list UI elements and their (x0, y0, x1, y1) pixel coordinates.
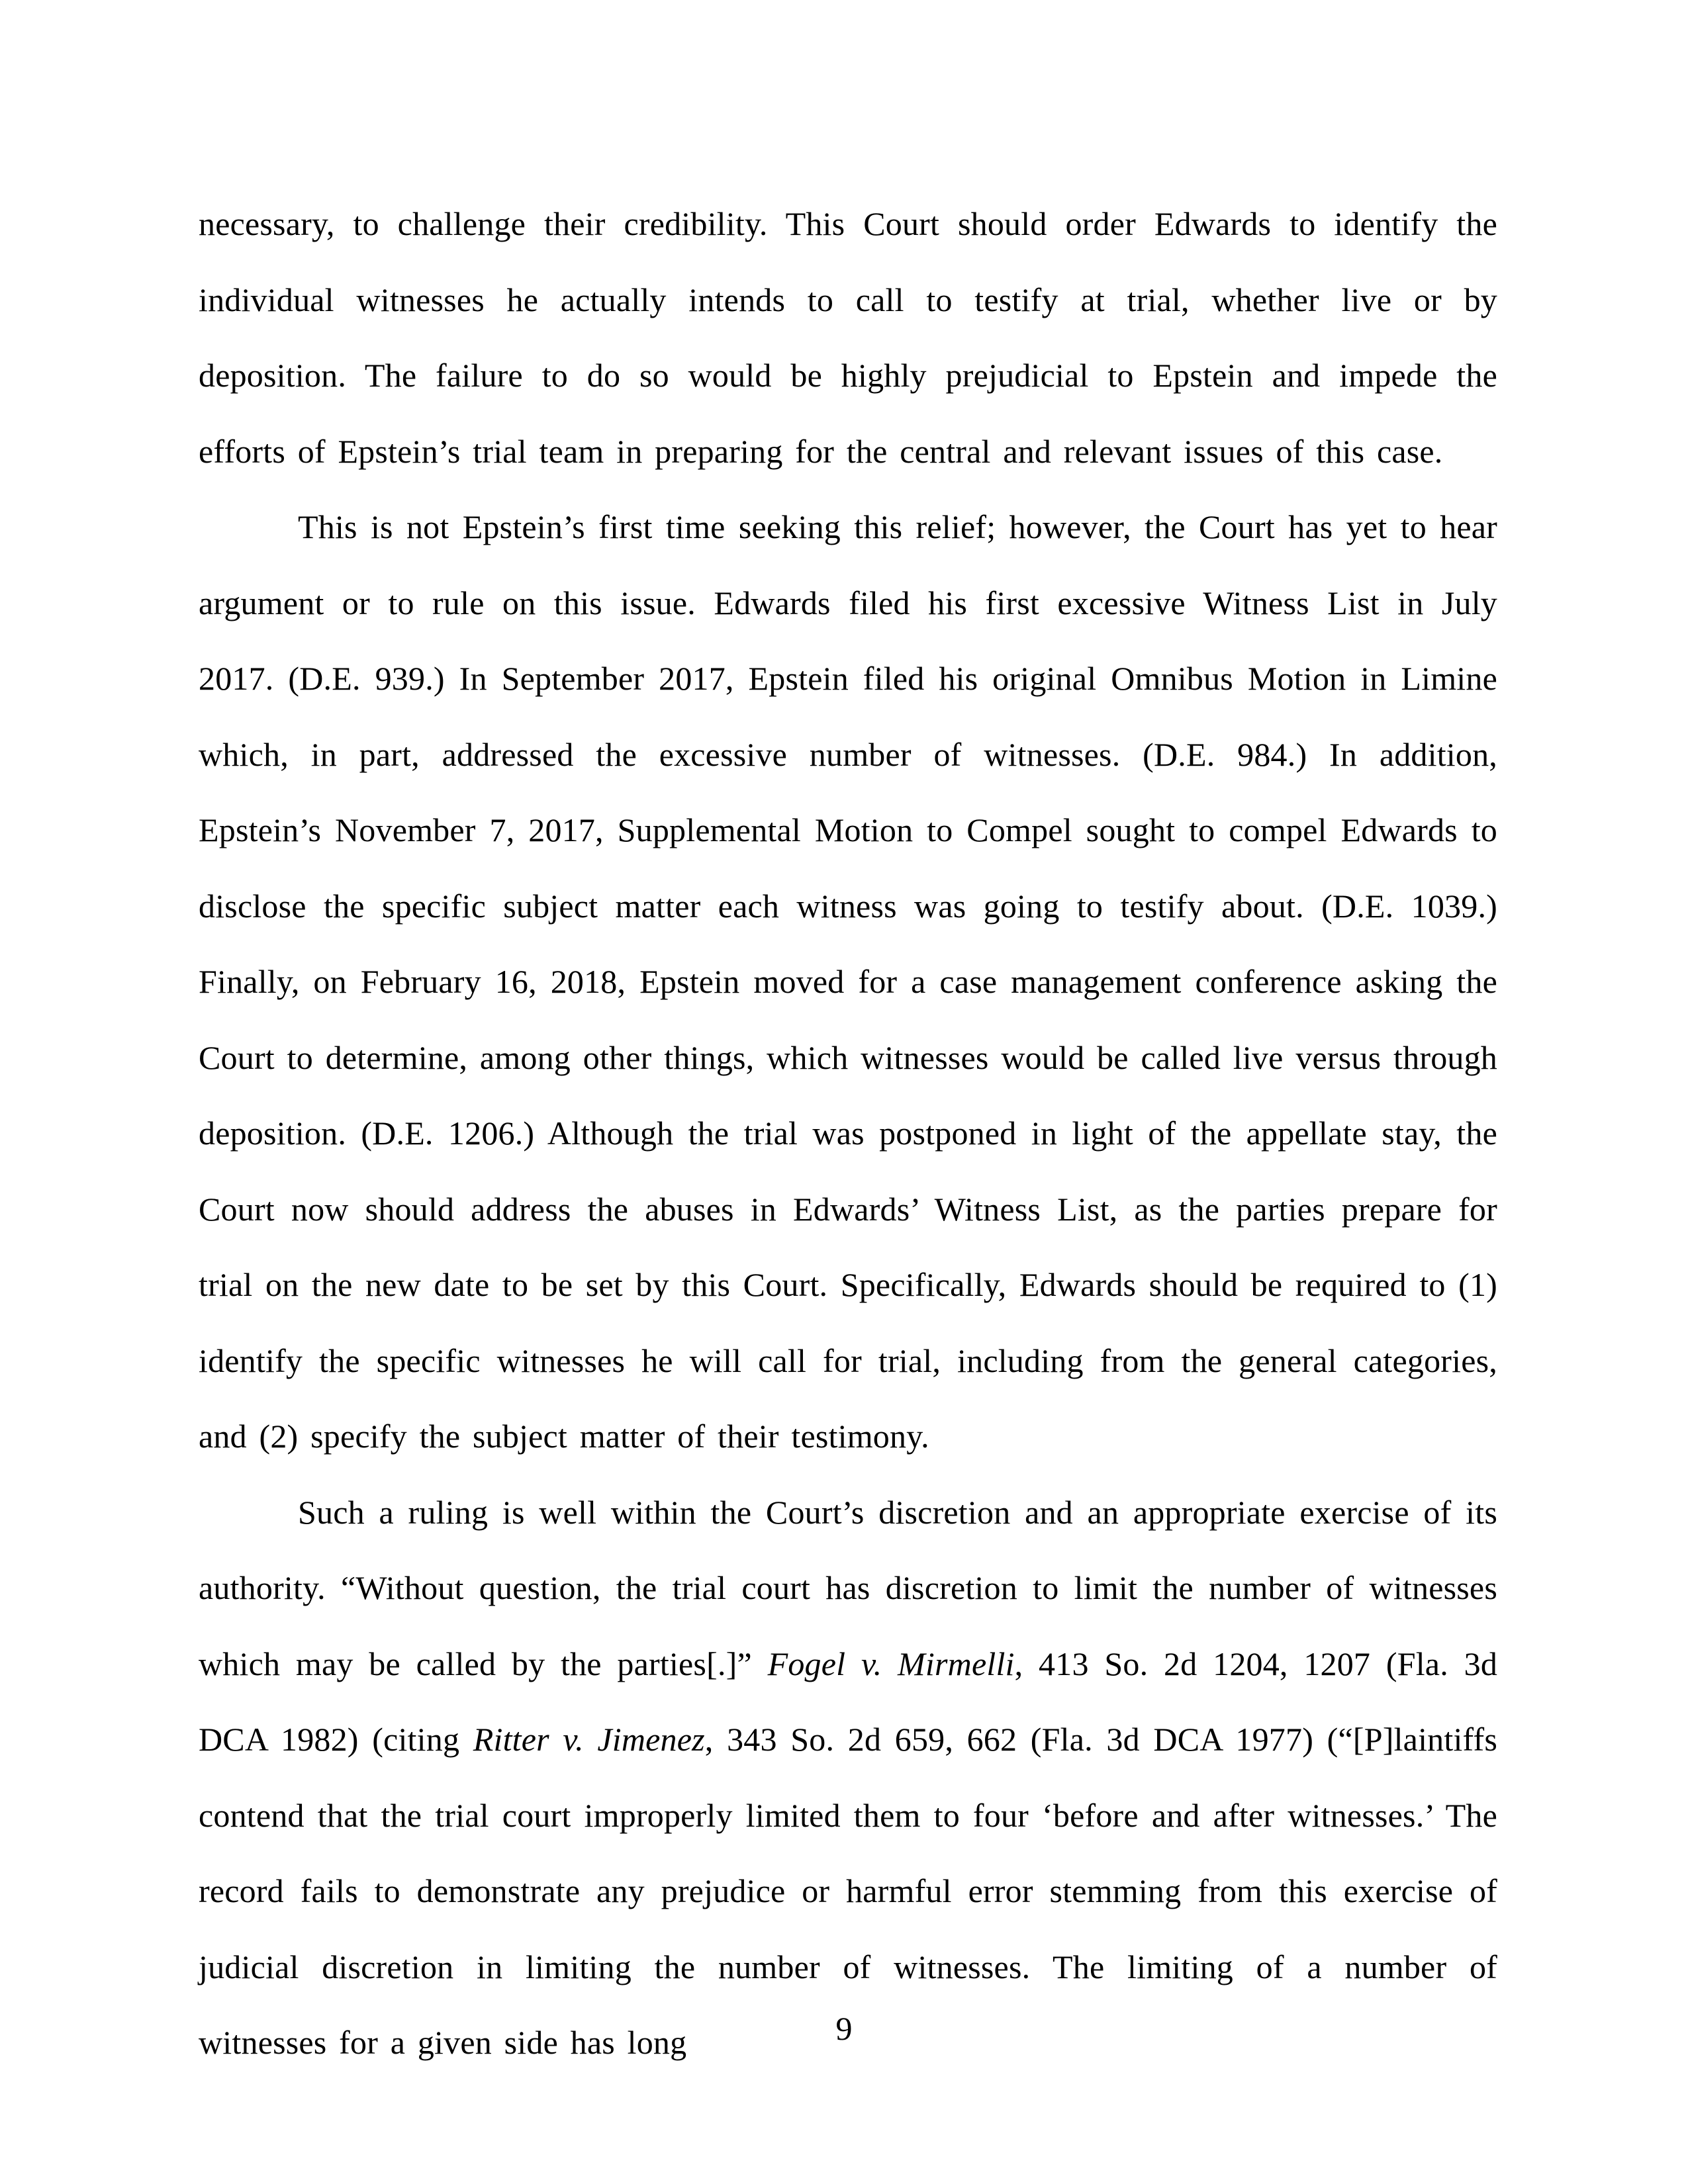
case-citation-text: Fogel v. Mirmelli (767, 1645, 1015, 1682)
paragraph-text: This is not Epstein’s first time seeking this relief; however, the Court has yet to hear argument or to rule on this issue. Edwards filed his first excessive Witness List in July 2017. (D.E. 939.) In September 2017, Epstein filed his original Omnibus Motion in Limine which, in part, addressed the excessive number of witnesses. (D.E. 984.) In addition, Epstein’s November 7, 2017, Supplemental Motion to Compel sought to compel Edwards to disclose the specific subject matter each witness was going to testify about. (D.E. 1039.) Finally, on February 16, 2018, Epstein moved for a case management conference asking the Court to determine, among other things, which witnesses would be called live versus through deposition. (D.E. 1206.) Although the trial was postponed in light of the appellate stay, the Court now should address the abuses in Edwards’ Witness List, as the parties prepare for trial on the new date to be set by this Court. Specifically, Edwards should be required to (1) identify the specific witnesses he will call for trial, including from the general categories, and (2) specify the subject matter of their testimony. (199, 508, 1497, 1455)
paragraph-text: , 343 So. 2d 659, 662 (Fla. 3d DCA 1977) (“[P]laintiffs contend that the trial court improperly limited them to four ‘before and after witnesses.’ The record fails to demonstrate any prejudice or harmful error stemming from this exercise of judicial discretion in limiting the number of witnesses. The limiting of a number of witnesses for a given side has long (199, 1721, 1498, 2061)
case-citation-text: Ritter v. Jimenez (473, 1721, 705, 1758)
body-text (199, 186, 1497, 2081)
paragraph-text: necessary, to challenge their credibility. This Court should order Edwards to identify the individual witnesses he actually intends to call to testify at trial, whether live or by deposition. The failure to do so would be highly prejudicial to Epstein and impede the efforts of Epstein’s trial team in preparing for the central and relevant issues of this case. (199, 205, 1497, 470)
paragraph (199, 489, 1497, 1475)
paragraph-text: , 413 So. 2d 1204, 1207 (Fla. 3d DCA 1982) (citing (199, 1645, 1498, 1758)
paragraph (199, 1475, 1497, 2081)
paragraph (199, 186, 1497, 489)
page-number: 9 (835, 2010, 853, 2047)
paragraph-text: Such a ruling is well within the Court’s discretion and an appropriate exercise of its authority. “Without question, the trial court has discretion to limit the number of witnesses which may be called by the parties[.]” (199, 1493, 1497, 1682)
